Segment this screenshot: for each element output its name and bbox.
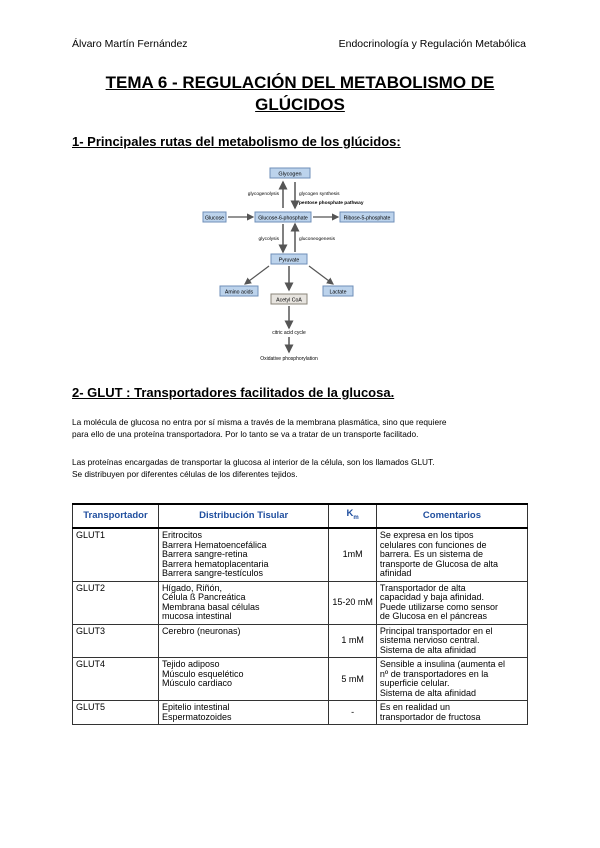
- ribose-label: Ribose-5-phosphate: [343, 215, 391, 222]
- transporter-name-cell: GLUT1: [73, 528, 159, 581]
- comment-line: Sistema de alta afinidad: [379, 687, 476, 698]
- km-cell: 15-20 mM: [329, 581, 377, 624]
- distribution-line: Músculo cardiaco: [161, 678, 232, 689]
- transporter-name-cell: GLUT5: [73, 701, 159, 725]
- comment-line: de Glucosa en el páncreas: [379, 611, 487, 622]
- km-cell: 1 mM: [329, 624, 377, 658]
- distribution-line: Barrera sangre-retina: [161, 549, 248, 560]
- distribution-line: Cerebro (neuronas): [161, 625, 241, 636]
- amino-acids-label: Amino acids: [224, 289, 254, 296]
- distribution-line: Eritrocitos: [161, 530, 202, 541]
- pyruvate-label: Pyruvate: [278, 257, 300, 264]
- distribution-line: Célula ß Pancreática: [161, 592, 246, 603]
- paragraph-1-line-1: La molécula de glucosa no entra por sí misma a través de la membrana plasmática, sino que requiere: [72, 417, 447, 427]
- comment-line: capacidad y baja afinidad.: [379, 592, 484, 603]
- table-row: [73, 624, 528, 658]
- paragraph-2-line-2: Se distribuyen por diferentes células de los diferentes tejidos.: [72, 469, 298, 479]
- distribution-line: Membrana basal células: [161, 601, 260, 612]
- header-subject: Endocrinología y Regulación Metabólica: [338, 38, 526, 50]
- citric-acid-label: citric acid cycle: [272, 330, 306, 336]
- comment-line: Sistema de alta afinidad: [379, 644, 476, 655]
- comment-line: transporte de Glucosa de alta: [379, 558, 498, 569]
- distribution-line: Barrera hematoplacentaria: [161, 558, 269, 569]
- distribution-cell: [158, 528, 328, 581]
- distribution-cell: [158, 581, 328, 624]
- glucose-metabolism-diagram: [195, 160, 405, 365]
- section-1-heading: 1- Principales rutas del metabolismo de los glúcidos:: [72, 134, 401, 149]
- comment-line: sistema nervioso central.: [379, 635, 480, 646]
- pyruvate-to-amino-arrow: [245, 266, 269, 284]
- paragraph-2: [72, 456, 532, 480]
- table-row: [73, 701, 528, 725]
- title-line-2: GLÚCIDOS: [255, 95, 345, 114]
- transporter-name-cell: GLUT3: [73, 624, 159, 658]
- glycogen-label: Glycogen: [278, 171, 302, 178]
- header-km-k: K: [346, 508, 354, 519]
- comments-cell: [376, 581, 527, 624]
- header-author: Álvaro Martín Fernández: [72, 38, 188, 50]
- g6p-label: Glucose-6-phosphate: [258, 215, 308, 222]
- header-distribucion: Distribución Tisular: [158, 504, 328, 528]
- comment-line: superficie celular.: [379, 678, 450, 689]
- table-body: [73, 528, 528, 725]
- pyruvate-to-lactate-arrow: [309, 266, 333, 284]
- distribution-line: Hígado, Riñón,: [161, 582, 222, 593]
- comment-line: nº de transportadores en la: [379, 668, 489, 679]
- comment-line: Es en realidad un: [379, 702, 450, 713]
- gluconeogenesis-label: gluconeogenesis: [299, 237, 336, 242]
- glycogenolysis-label: glycogenolysis: [247, 192, 279, 197]
- header-transportador: Transportador: [73, 504, 159, 528]
- comment-line: Se expresa en los tipos: [379, 530, 474, 541]
- paragraph-1: [72, 416, 532, 440]
- comment-line: Puede utilizarse como sensor: [379, 601, 498, 612]
- distribution-cell: [158, 701, 328, 725]
- distribution-line: Espermatozoides: [161, 711, 232, 722]
- glycogen-synthesis-label: glycogen synthesis: [299, 192, 340, 197]
- comment-line: transportador de fructosa: [379, 711, 481, 722]
- km-cell: 5 mM: [329, 658, 377, 701]
- acetyl-coa-label: Acetyl CoA: [276, 297, 302, 304]
- table-row: [73, 581, 528, 624]
- comment-line: Transportador de alta: [379, 582, 466, 593]
- distribution-line: Epitelio intestinal: [161, 702, 230, 713]
- glycolysis-label: glycolysis: [258, 237, 279, 242]
- km-cell: -: [329, 701, 377, 725]
- table-row: [73, 528, 528, 581]
- title-line-1: TEMA 6 - REGULACIÓN DEL METABOLISMO DE: [105, 73, 495, 92]
- comment-line: celulares con funciones de: [379, 539, 487, 550]
- header-km: [329, 504, 377, 528]
- table-header-row: [73, 504, 528, 528]
- transporter-name-cell: GLUT4: [73, 658, 159, 701]
- header-comentarios: Comentarios: [376, 504, 527, 528]
- lactate-label: Lactate: [329, 289, 347, 296]
- distribution-line: Tejido adiposo: [161, 659, 220, 670]
- transporter-name-cell: GLUT2: [73, 581, 159, 624]
- glut-table: [72, 503, 528, 725]
- comments-cell: [376, 528, 527, 581]
- page-title: [60, 72, 540, 116]
- paragraph-1-line-2: para ello de una proteína transportadora. Por lo tanto se va a tratar de un transporte facilitado.: [72, 429, 419, 439]
- distribution-line: mucosa intestinal: [161, 611, 232, 622]
- pentose-label: pentose phosphate pathway: [299, 201, 364, 206]
- comment-line: Principal transportador en el: [379, 625, 493, 636]
- comments-cell: [376, 701, 527, 725]
- table-row: [73, 658, 528, 701]
- distribution-line: Músculo esquelético: [161, 668, 244, 679]
- comment-line: barrera. Es un sistema de: [379, 549, 483, 560]
- distribution-line: Barrera Hematoencefálica: [161, 539, 267, 550]
- header-km-sub: m: [353, 514, 359, 521]
- glucose-label: Glucose: [204, 215, 225, 222]
- comment-line: afinidad: [379, 568, 412, 579]
- comments-cell: [376, 658, 527, 701]
- km-cell: 1mM: [329, 528, 377, 581]
- distribution-line: Barrera sangre-testículos: [161, 568, 263, 579]
- section-2-heading: 2- GLUT : Transportadores facilitados de la glucosa.: [72, 385, 395, 400]
- distribution-cell: [158, 658, 328, 701]
- oxphos-label: Oxidative phosphorylation: [260, 356, 318, 362]
- comment-line: Sensible a insulina (aumenta el: [379, 659, 505, 670]
- distribution-cell: [158, 624, 328, 658]
- comments-cell: [376, 624, 527, 658]
- paragraph-2-line-1: Las proteínas encargadas de transportar la glucosa al interior de la célula, son los llamados GLUT.: [72, 457, 435, 467]
